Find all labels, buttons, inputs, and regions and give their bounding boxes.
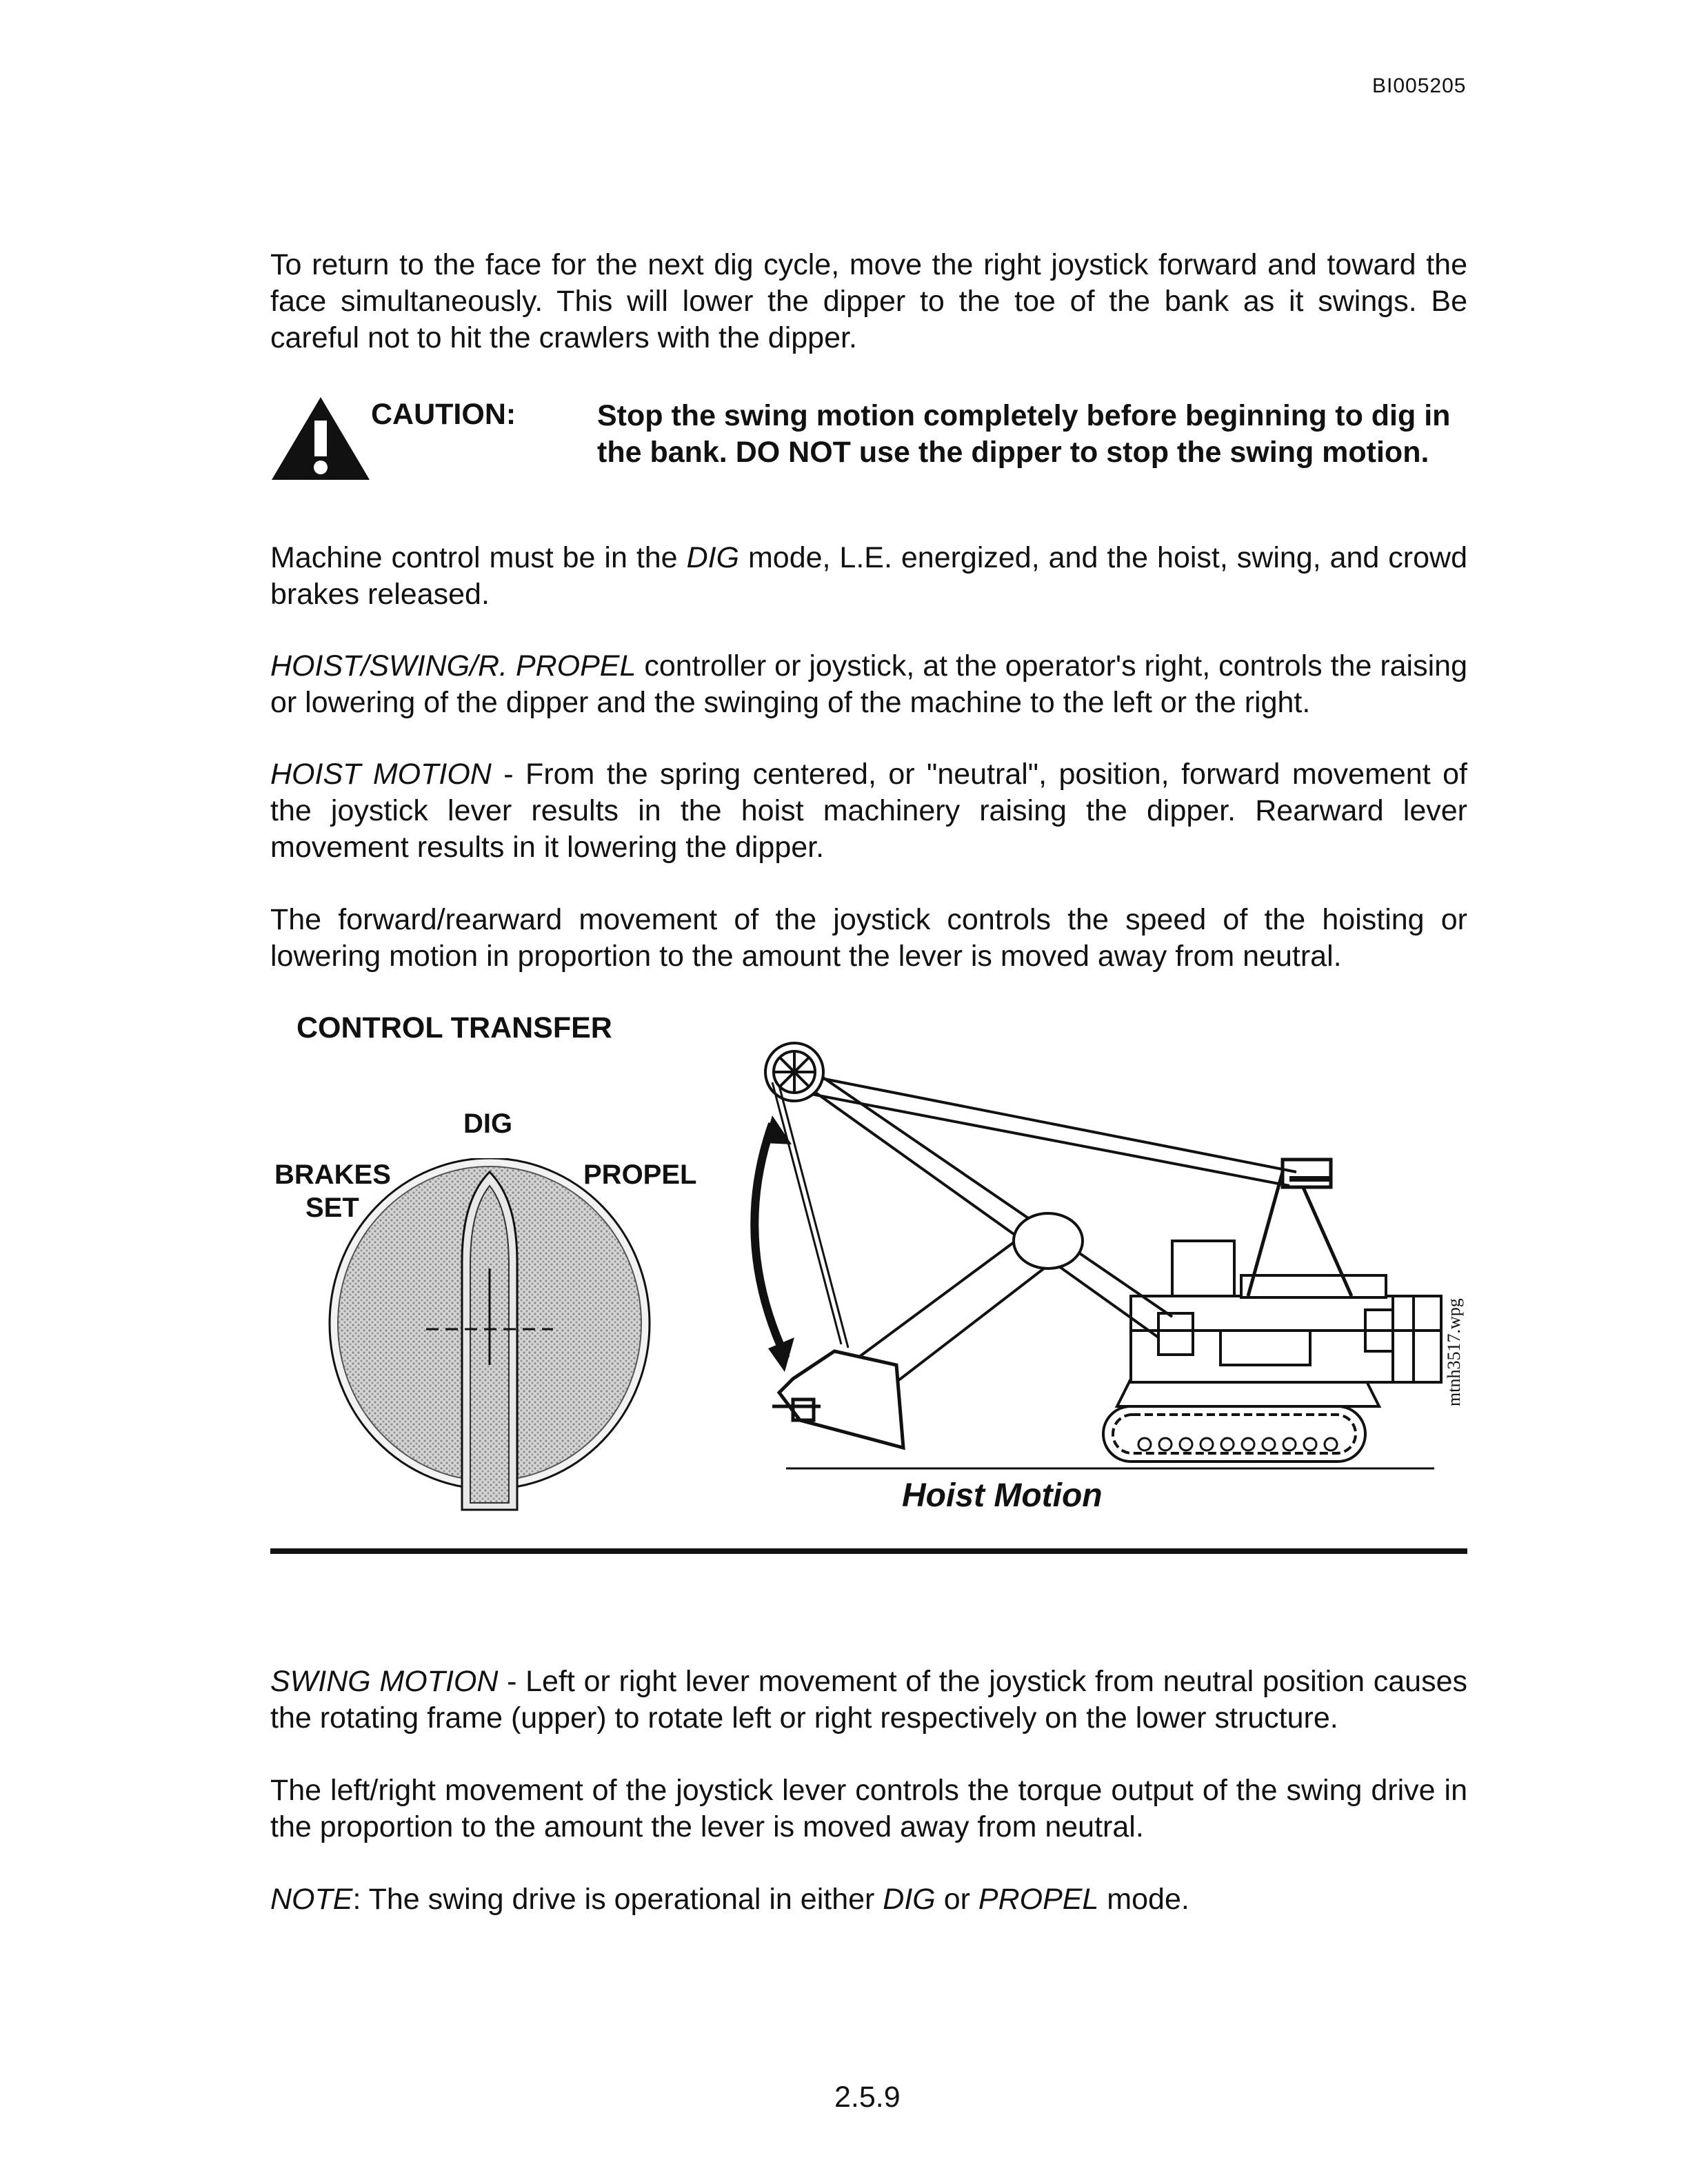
crawler-track	[1103, 1406, 1365, 1462]
dial-label-propel: PROPEL	[583, 1160, 697, 1190]
hoist-arrow-icon	[754, 1124, 786, 1358]
shovel-machine-illustration	[745, 1034, 1448, 1475]
page-number: 2.5.9	[834, 2081, 901, 2114]
dial-label-brakes: BRAKES	[274, 1160, 391, 1190]
warning-triangle-icon	[269, 394, 372, 484]
figure-title: CONTROL TRANSFER	[297, 1011, 612, 1044]
caution-label: CAUTION:	[371, 398, 516, 431]
dipper-bucket	[772, 1351, 903, 1448]
hoist-motion-caption: Hoist Motion	[902, 1477, 1103, 1514]
document-id: BI005205	[1372, 74, 1467, 97]
hoist-swing-paragraph: HOIST/SWING/R. PROPEL controller or joystick, at the operator's right, controls the raising or lowering of the dipper and the swinging of the machine to the left or the right.	[270, 649, 1467, 719]
hoist-rope	[772, 1082, 848, 1348]
intro-paragraph: To return to the face for the next dig cycle, move the right joystick forward and toward the face simultaneously. This will lower the dipper to the toe of the bank as it swings. Be careful not to hit the crawlers with the dipper.	[270, 248, 1467, 354]
dial-label-set: SET	[305, 1193, 359, 1223]
section-divider	[270, 1548, 1467, 1554]
machinery-house	[1131, 1241, 1441, 1382]
left-right-paragraph: The left/right movement of the joystick lever controls the torque output of the swing drive in the proportion to the amount the lever is moved away from neutral.	[270, 1774, 1467, 1843]
dial-label-dig: DIG	[463, 1109, 513, 1139]
caution-text: Stop the swing motion completely before beginning to dig in the bank. DO NOT use the dipper to stop the swing motion.	[597, 399, 1451, 469]
control-transfer-dial	[324, 1158, 655, 1517]
swing-motion-paragraph: SWING MOTION - Left or right lever movement of the joystick from neutral position causes the rotating frame (upper) to rotate left or right respectively on the lower structure.	[270, 1665, 1468, 1735]
machine-control-paragraph: Machine control must be in the DIG mode, L.E. energized, and the hoist, swing, and crowd brakes released.	[270, 541, 1468, 611]
figure-file-reference: mtnh3517.wpg	[1444, 1298, 1464, 1406]
hoist-motion-paragraph: HOIST MOTION - From the spring centered, or "neutral", position, forward movement of the joystick lever results in the hoist machinery raising the dipper. Rearward lever movement results in it lowering the dipper.	[270, 758, 1467, 864]
forward-rearward-paragraph: The forward/rearward movement of the joystick controls the speed of the hoisting or lowering motion in proportion to the amount the lever is moved away from neutral.	[270, 903, 1467, 973]
note-paragraph: NOTE: The swing drive is operational in either DIG or PROPEL mode.	[270, 1883, 1189, 1916]
